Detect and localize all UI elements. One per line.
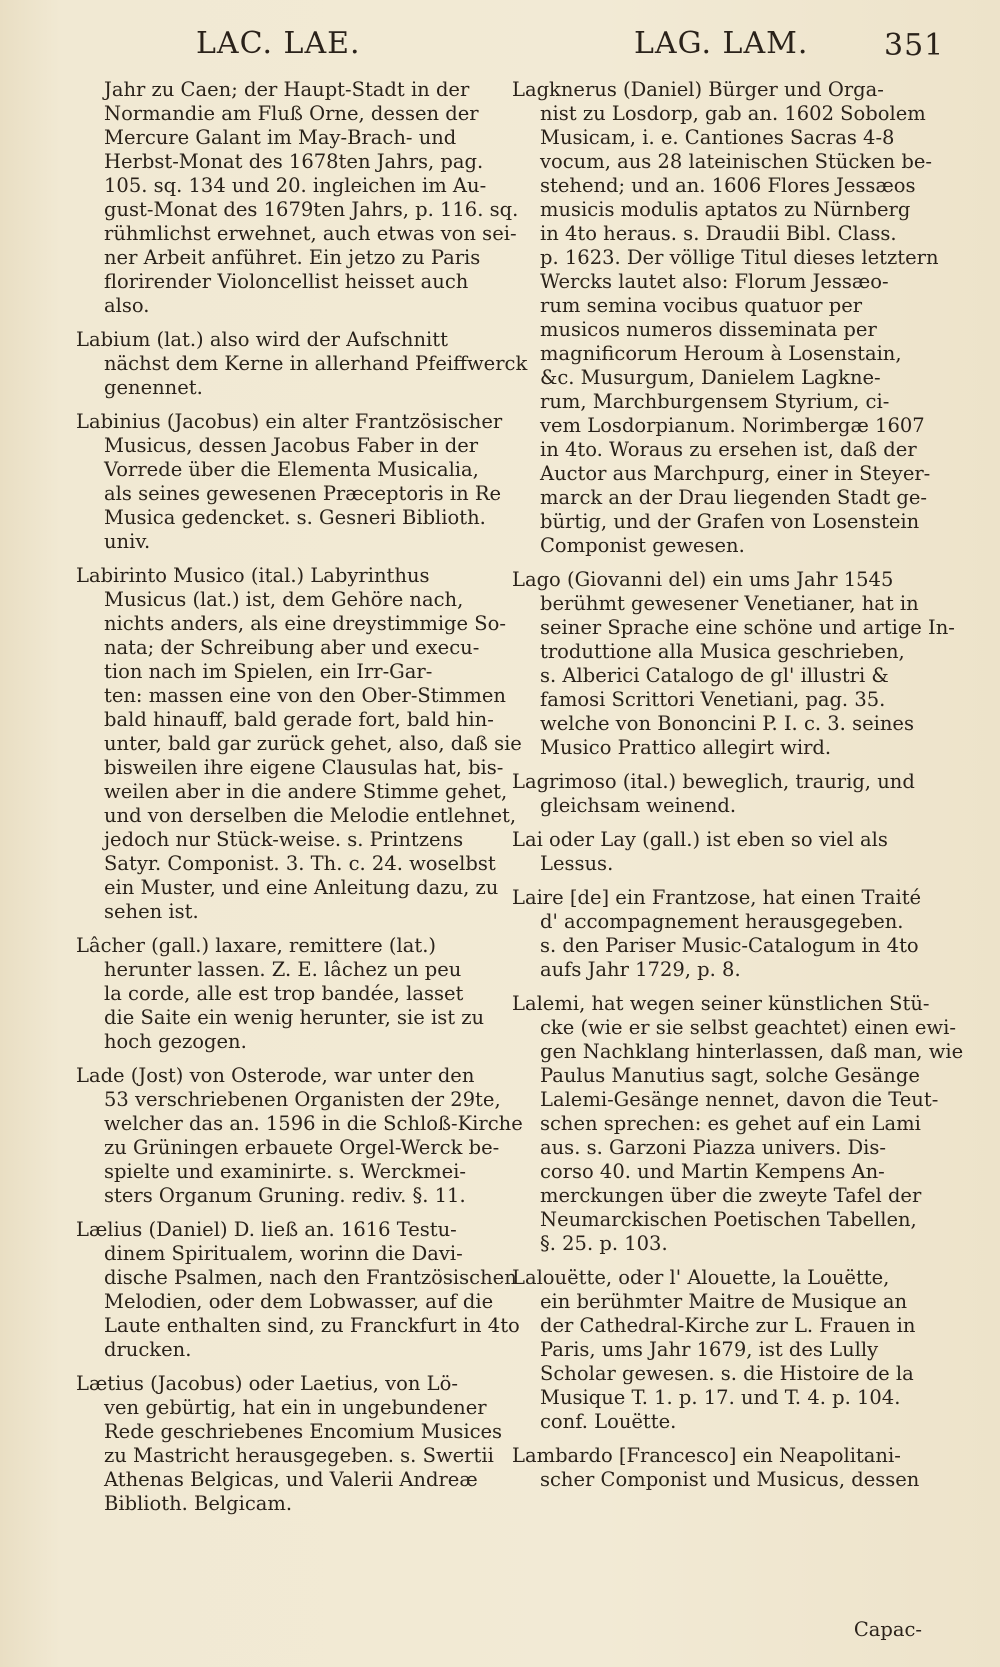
dictionary-entry [76,78,519,318]
entry-text-line: univ. [104,530,151,553]
entry-text-line: nichts anders, als eine dreystimmige So- [104,612,506,635]
entry-text-line: d' accompagnement herausgegeben. [540,910,904,933]
entry-text-line: weilen aber in die andere Stimme gehet, [104,780,508,803]
entry-text-line: magnificorum Heroum à Losenstain, [540,342,902,365]
entry-text-line: welche von Bononcini P. I. c. 3. seines [540,712,914,735]
entry-text-line: als seines gewesenen Præceptoris in Re [104,482,502,505]
entry-text-line: Auctor aus Marchpurg, einer in Steyer- [540,462,931,485]
entry-text-line: Paris, ums Jahr 1679, ist des Lully [540,1338,879,1361]
entry-text-line: famosi Scrittori Venetiani, pag. 35. [540,688,886,711]
entry-headword-line: Labium (lat.) also wird der Aufschnitt [76,328,448,351]
entry-text-line: Lessus. [540,852,614,875]
entry-text-line: &c. Musurgum, Danielem Lagkne- [540,366,881,389]
right-column [512,78,964,1502]
entry-text-line: Lalemi-Gesänge nennet, davon die Teut- [540,1088,939,1111]
entry-text-line: aufs Jahr 1729, p. 8. [540,958,741,981]
entry-text-line: nata; der Schreibung aber und execu- [104,636,480,659]
entry-text-line: 105. sq. 134 und 20. ingleichen im Au- [104,174,487,197]
entry-text-line: sters Organum Gruning. rediv. §. 11. [104,1184,466,1207]
entry-headword-line: Labinius (Jacobus) ein alter Frantzösischer [76,410,503,433]
dictionary-entry [76,410,503,554]
right-running-head: LAG. LAM. [634,26,809,61]
entry-text-line: berühmt gewesener Venetianer, hat in [540,592,919,615]
entry-text-line: merckungen über die zweyte Tafel der [540,1184,922,1207]
dictionary-entry [512,886,926,982]
entry-text-line: Musico Prattico allegirt wird. [540,736,832,759]
entry-text-line: Musicus (lat.) ist, dem Gehöre nach, [104,588,464,611]
entry-text-line: ein Muster, und eine Anleitung dazu, zu [104,876,499,899]
entry-text-line: Laute enthalten sind, zu Franckfurt in 4to [104,1314,520,1337]
entry-text-line: bisweilen ihre eigene Clausulas hat, bis- [104,756,504,779]
entry-text-line: la corde, alle est trop bandée, lasset [104,982,464,1005]
entry-text-line: zu Grüningen erbauete Orgel-Werck be- [104,1136,500,1159]
entry-text-line: Wercks lautet also: Florum Jessæo- [540,270,889,293]
entry-text-line: welcher das an. 1596 in die Schloß-Kirche [104,1112,523,1135]
entry-text-line: ven gebürtig, hat ein in ungebundener [104,1396,487,1419]
dictionary-entry [512,1266,926,1434]
entry-text-line: herunter lassen. Z. E. lâchez un peu [104,958,462,981]
entry-text-line: nist zu Losdorp, gab an. 1602 Sobolem [540,102,926,125]
entry-text-line: rum semina vocibus quatuor per [540,294,863,317]
entry-text-line: 53 verschriebenen Organisten der 29te, [104,1088,501,1111]
entry-headword-line: Lade (Jost) von Osterode, war unter den [76,1064,475,1087]
entry-text-line: florirender Violoncellist heisset auch [104,270,469,293]
entry-text-line: marck an der Drau liegenden Stadt ge- [540,486,927,509]
entry-text-line: vem Losdorpianum. Norimbergæ 1607 [540,414,925,437]
entry-text-line: p. 1623. Der völlige Titul dieses letztern [540,246,939,269]
entry-text-line: Neumarckischen Poetischen Tabellen, [540,1208,917,1231]
entry-text-line: ner Arbeit anführet. Ein jetzo zu Paris [104,246,481,269]
left-column [76,78,528,1526]
entry-text-line: Musicus, dessen Jacobus Faber in der [104,434,479,457]
entry-text-line: in 4to. Woraus zu ersehen ist, daß der [540,438,917,461]
entry-headword-line: Labirinto Musico (ital.) Labyrinthus [76,564,430,587]
entry-text-line: rühmlichst erwehnet, auch etwas von sei- [104,222,517,245]
entry-text-line: rum, Marchburgensem Styrium, ci- [540,390,890,413]
dictionary-entry [512,992,964,1256]
page-number: 351 [884,28,945,63]
entry-text-line: ten: massen eine von den Ober-Stimmen [104,684,506,707]
entry-text-line: nächst dem Kerne in allerhand Pfeiffwerck [104,352,528,375]
entry-headword-line: Lalemi, hat wegen seiner künstlichen Stü- [512,992,930,1015]
entry-text-line: scher Componist und Musicus, dessen [540,1468,920,1491]
entry-text-line: Musicam, i. e. Cantiones Sacras 4-8 [540,126,895,149]
dictionary-entry [512,568,955,760]
dictionary-entry [512,770,926,818]
dictionary-entry [512,828,926,876]
entry-text-line: troduttione alla Musica geschrieben, [540,640,905,663]
entry-headword-line: Lagrimoso (ital.) beweglich, traurig, und [512,770,915,793]
entry-headword-line: Laire [de] ein Frantzose, hat einen Traité [512,886,922,909]
entry-text-line: Biblioth. Belgicam. [104,1492,293,1515]
entry-headword-line: Lalouëtte, oder l' Alouette, la Louëtte, [512,1266,890,1289]
catchword: Capac- [853,1618,922,1641]
entry-text-line: in 4to heraus. s. Draudii Bibl. Class. [540,222,897,245]
entry-text-line: dische Psalmen, nach den Frantzösischen [104,1266,517,1289]
entry-headword-line: Lætius (Jacobus) oder Laetius, von Lö- [76,1372,458,1395]
entry-text-line: bald hinauff, bald gerade fort, bald hin- [104,708,494,731]
entry-text-line: hoch gezogen. [104,1030,247,1053]
entry-text-line: drucken. [104,1338,192,1361]
entry-text-line: zu Mastricht herausgegeben. s. Swertii [104,1444,494,1467]
entry-text-line: Rede geschriebenes Encomium Musices [104,1420,503,1443]
entry-text-line: s. den Pariser Music-Catalogum in 4to [540,934,919,957]
entry-text-line: der Cathedral-Kirche zur L. Frauen in [540,1314,916,1337]
entry-text-line: jedoch nur Stück-weise. s. Printzens [104,828,464,851]
entry-text-line: Normandie am Fluß Orne, dessen der [104,102,479,125]
dictionary-entry [512,78,939,558]
entry-text-line: vocum, aus 28 lateinischen Stücken be- [540,150,932,173]
entry-text-line: stehend; und an. 1606 Flores Jessæos [540,174,916,197]
entry-text-line: Herbst-Monat des 1678ten Jahrs, pag. [104,150,484,173]
entry-text-line: bürtig, und der Grafen von Losenstein [540,510,920,533]
entry-text-line: Satyr. Componist. 3. Th. c. 24. woselbst [104,852,496,875]
entry-text-line: Scholar gewesen. s. die Histoire de la [540,1362,914,1385]
entry-text-line: gen Nachklang hinterlassen, daß man, wie [540,1040,964,1063]
entry-text-line: die Saite ein wenig herunter, sie ist zu [104,1006,485,1029]
entry-text-line: gleichsam weinend. [540,794,737,817]
entry-text-line: Athenas Belgicas, und Valerii Andreæ [104,1468,478,1491]
left-running-head: LAC. LAE. [196,26,361,61]
entry-text-line: Vorrede über die Elementa Musicalia, [104,458,479,481]
entry-text-line: Mercure Galant im May-Brach- und [104,126,457,149]
entry-text-line: Musica gedencket. s. Gesneri Biblioth. [104,506,486,529]
dictionary-entry [512,1444,926,1492]
entry-text-line: und von derselben die Melodie entlehnet, [104,804,517,827]
entry-text-line: Paulus Manutius sagt, solche Gesänge [540,1064,920,1087]
entry-text-line: §. 25. p. 103. [540,1232,668,1255]
entry-text-line: musicos numeros disseminata per [540,318,877,341]
entry-text-line: dinem Spiritualem, worinn die Davi- [104,1242,463,1265]
entry-text-line: musicis modulis aptatos zu Nürnberg [540,198,911,221]
entry-text-line: seiner Sprache eine schöne und artige In- [540,616,955,639]
dictionary-entry [76,328,528,400]
entry-text-line: cke (wie er sie selbst geachtet) einen ewi- [540,1016,956,1039]
entry-text-line: ein berühmter Maitre de Musique an [540,1290,908,1313]
entry-headword-line: Lagknerus (Daniel) Bürger und Orga- [512,78,884,101]
entry-text-line: Componist gewesen. [540,534,745,557]
entry-text-line: aus. s. Garzoni Piazza univers. Dis- [540,1136,886,1159]
running-header [0,26,1000,66]
entry-text-line: gust-Monat des 1679ten Jahrs, p. 116. sq. [104,198,519,221]
entry-text-line: s. Alberici Catalogo de gl' illustri & [540,664,889,687]
entry-text-line: genennet. [104,376,203,399]
entry-text-line: Melodien, oder dem Lobwasser, auf die [104,1290,494,1313]
entry-text-line: corso 40. und Martin Kempens An- [540,1160,885,1183]
dictionary-entry [76,1218,520,1362]
entry-text-line: conf. Louëtte. [540,1410,677,1433]
entry-headword-line: Lai oder Lay (gall.) ist eben so viel als [512,828,888,851]
entry-headword-line: Lago (Giovanni del) ein ums Jahr 1545 [512,568,894,591]
dictionary-entry [76,1064,523,1208]
dictionary-entry [76,1372,503,1516]
entry-text-line: Jahr zu Caen; der Haupt-Stadt in der [104,78,470,101]
entry-text-line: unter, bald gar zurück gehet, also, daß sie [104,732,522,755]
dictionary-entry [76,564,522,924]
dictionary-entry [76,934,484,1054]
entry-headword-line: Lambardo [Francesco] ein Neapolitani- [512,1444,901,1467]
entry-text-line: tion nach im Spielen, ein Irr-Gar- [104,660,433,683]
entry-headword-line: Lælius (Daniel) D. ließ an. 1616 Testu- [76,1218,457,1241]
entry-text-line: Musique T. 1. p. 17. und T. 4. p. 104. [540,1386,901,1409]
entry-text-line: also. [104,294,150,317]
entry-text-line: spielte und examinirte. s. Werckmei- [104,1160,466,1183]
entry-text-line: schen sprechen: es gehet auf ein Lami [540,1112,921,1135]
entry-text-line: sehen ist. [104,900,199,923]
entry-headword-line: Lâcher (gall.) laxare, remittere (lat.) [76,934,437,957]
